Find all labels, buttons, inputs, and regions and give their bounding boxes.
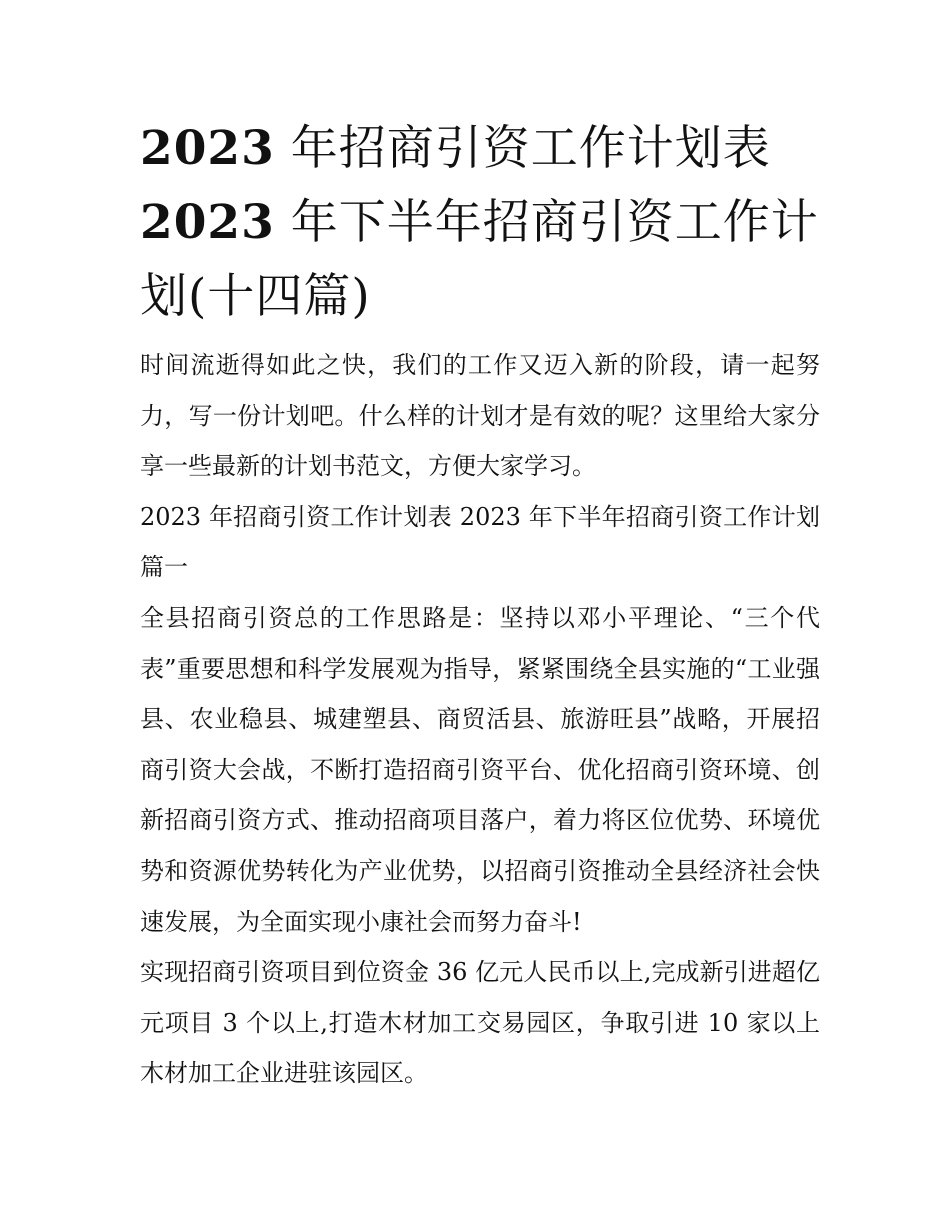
title-line-3: 划(十四篇) (140, 269, 371, 324)
document-page (140, 112, 820, 1099)
body-paragraph-1: 全县招商引资总的工作思路是：坚持以邓小平理论、“三个代表”重要思想和科学发展观为指导，紧紧围绕全县实施的“工业强县、农业稳县、城建塑县、商贸活县、旅游旺县”战略，开展招商引资大会战，不断打造招商引资平台、优化招商引资环境、创新招商引资方式、推动招商项目落户，着力将区位优势、环境优势和资源优势转化为产业优势，以招商引资推动全县经济社会快速发展，为全面实现小康社会而努力奋斗! (140, 603, 820, 936)
document-title (140, 112, 820, 334)
title-line-1: 2023 年招商引资工作计划表 (140, 121, 771, 176)
intro-paragraph: 时间流逝得如此之快，我们的工作又迈入新的阶段，请一起努力，写一份计划吧。什么样的计划才是有效的呢？这里给大家分享一些最新的计划书范文，方便大家学习。 (140, 351, 820, 481)
title-line-2: 2023 年下半年招商引资工作计 (140, 195, 819, 250)
section-heading: 2023 年招商引资工作计划表 2023 年下半年招商引资工作计划篇一 (140, 502, 820, 582)
body-paragraph-2: 实现招商引资项目到位资金 36 亿元人民币以上,完成新引进超亿元项目 3 个以上,打造木材加工交易园区，争取引进 10 家以上木材加工企业进驻该园区。 (140, 958, 820, 1088)
